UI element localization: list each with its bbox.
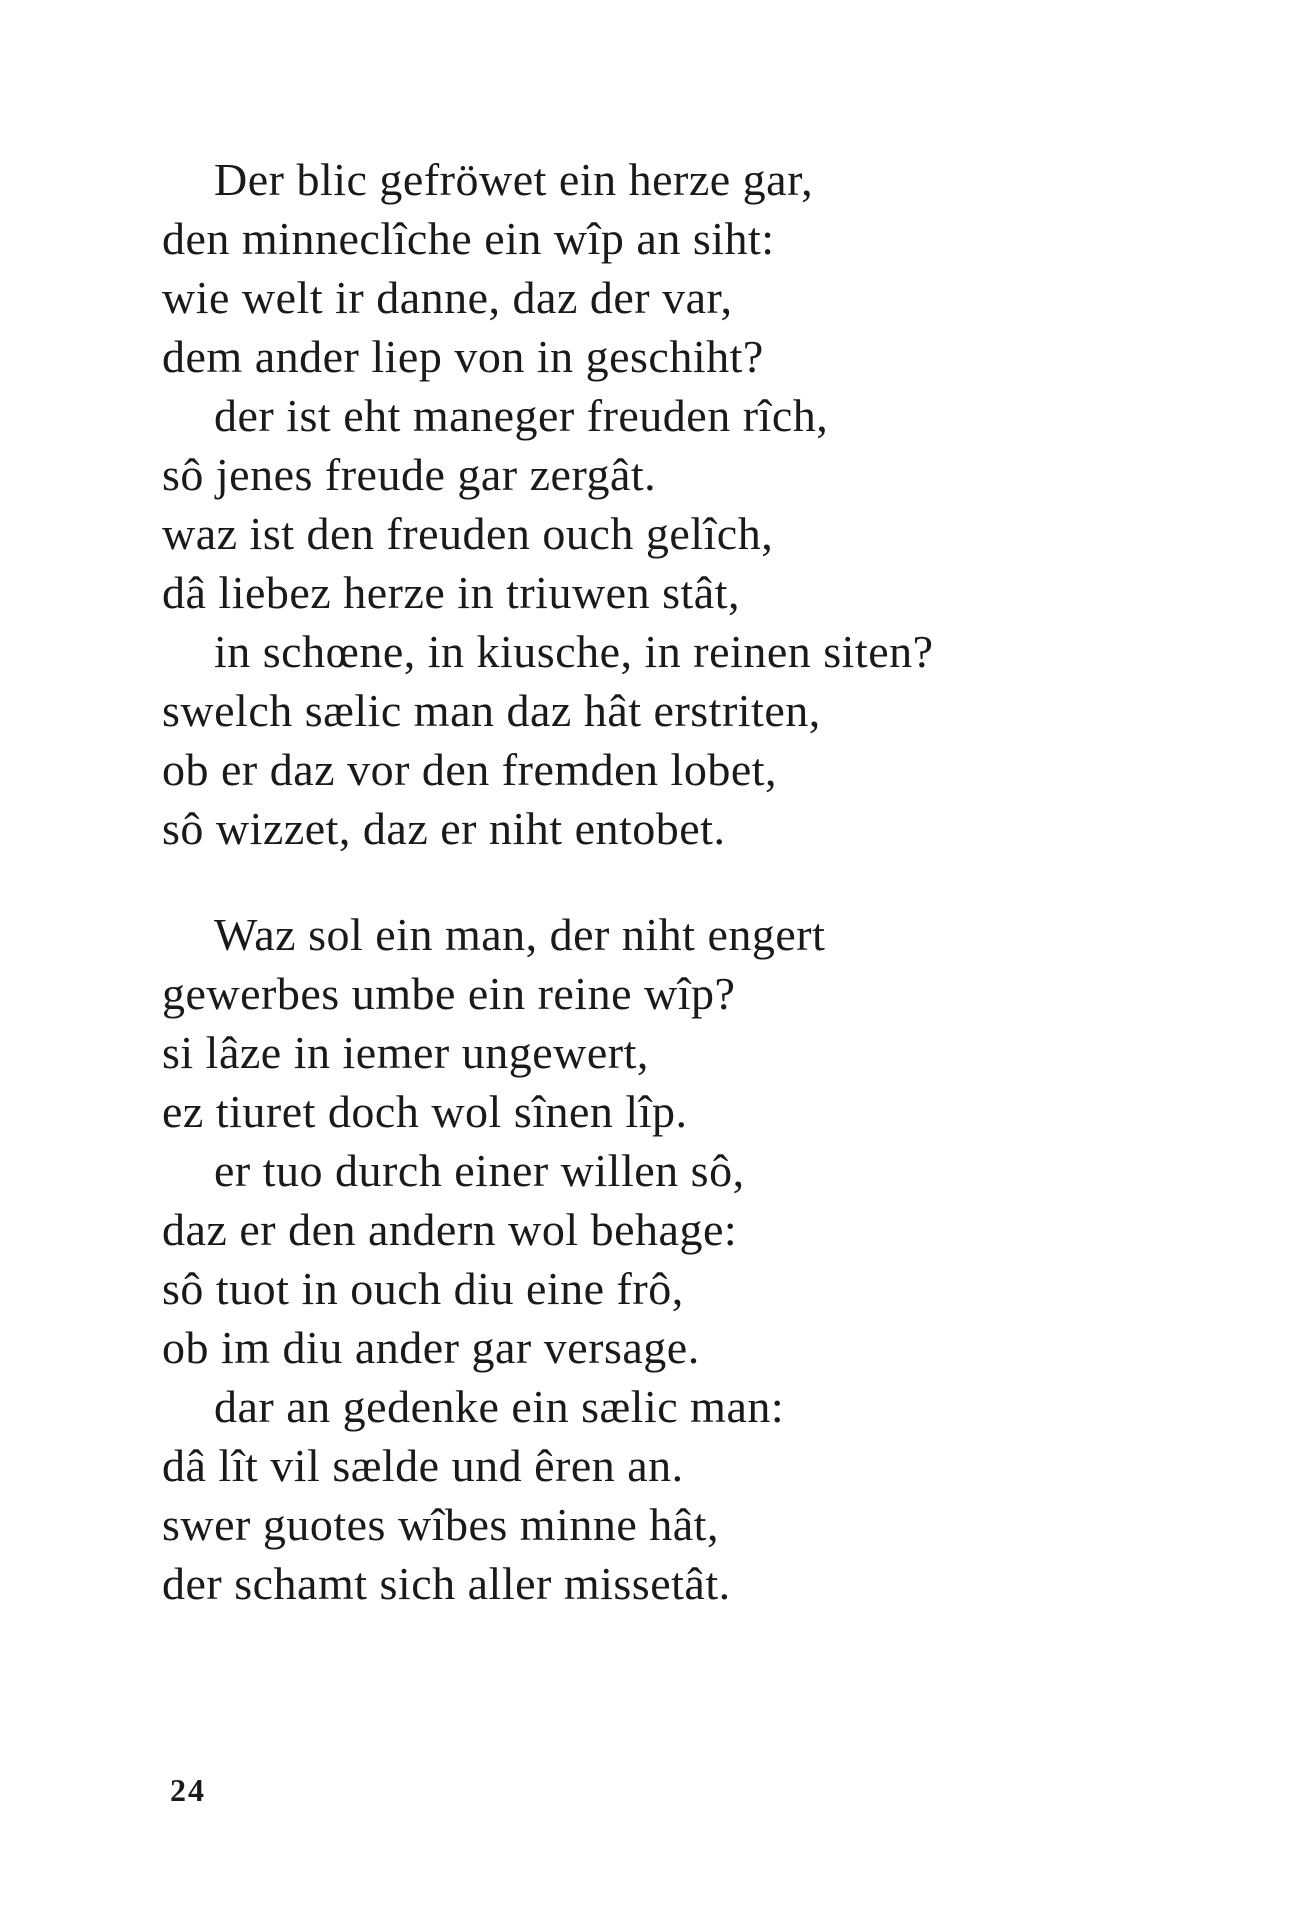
poem-line: den minneclîche ein wîp an siht: — [162, 213, 775, 264]
poem-line: gewerbes umbe ein reine wîp? — [162, 968, 736, 1019]
poem-line: sô jenes freude gar zergât. — [162, 449, 657, 500]
poem-line: ob im diu ander gar versage. — [162, 1322, 700, 1373]
poem-line: dem ander liep von in geschiht? — [162, 331, 764, 382]
poem-line: dâ liebez herze in triuwen stât, — [162, 567, 740, 618]
poem-line: swelch sælic man daz hât erstriten, — [162, 685, 821, 736]
poem-line: swer guotes wîbes minne hât, — [162, 1499, 719, 1550]
poem-line: ez tiuret doch wol sînen lîp. — [162, 1086, 688, 1137]
poem-line: in schœne, in kiusche, in reinen siten? — [214, 626, 934, 677]
poem-line: der ist eht maneger freuden rîch, — [214, 390, 829, 441]
poem-line: dâ lît vil sælde und êren an. — [162, 1440, 684, 1491]
poem-line: waz ist den freuden ouch gelîch, — [162, 508, 774, 559]
poem-stanza-2 — [162, 905, 825, 1613]
poem-line: daz er den andern wol behage: — [162, 1204, 738, 1255]
poem-line: Der blic gefröwet ein herze gar, — [214, 154, 814, 205]
page-number: 24 — [170, 1772, 206, 1808]
poem-line: dar an gedenke ein sælic man: — [214, 1381, 785, 1432]
poem-line: wie welt ir danne, daz der var, — [162, 272, 733, 323]
poem-line: der schamt sich aller missetât. — [162, 1558, 731, 1609]
poem-line: Waz sol ein man, der niht engert — [214, 909, 826, 960]
poem-stanza-1 — [162, 150, 934, 858]
poem-line: er tuo durch einer willen sô, — [214, 1145, 745, 1196]
poem-line: ob er daz vor den fremden lobet, — [162, 744, 778, 795]
poem-line: si lâze in iemer ungewert, — [162, 1027, 649, 1078]
poem-line: sô tuot in ouch diu eine frô, — [162, 1263, 684, 1314]
poem-line: sô wizzet, daz er niht entobet. — [162, 803, 726, 854]
